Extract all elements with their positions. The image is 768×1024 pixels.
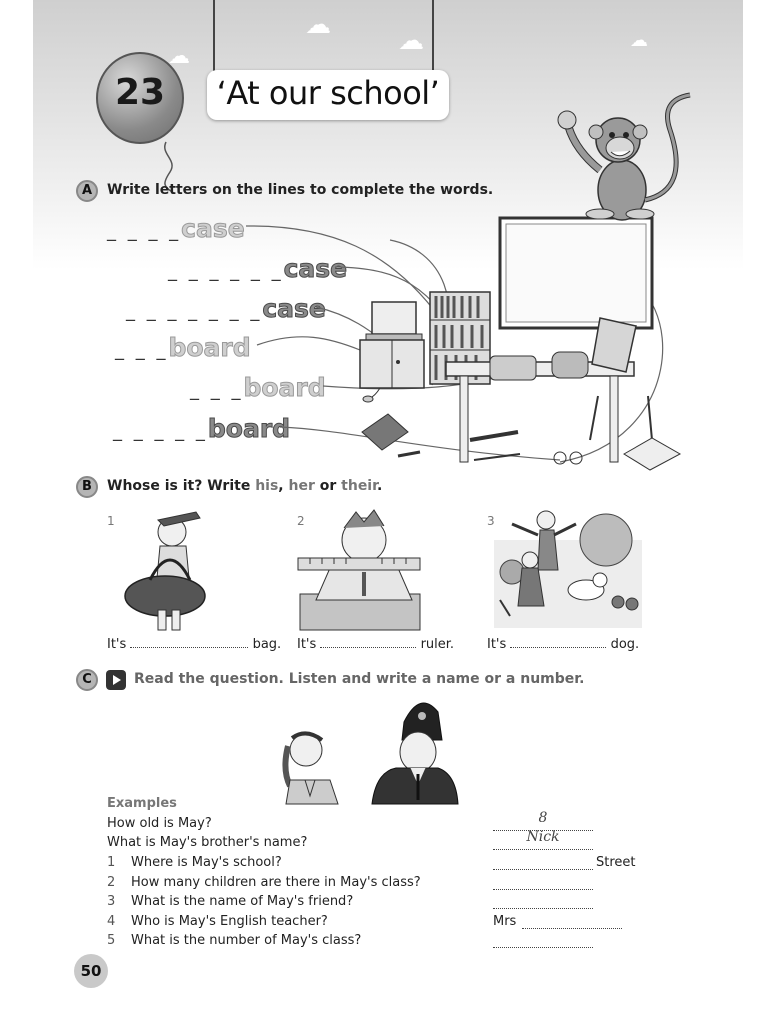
answer-field-4[interactable] xyxy=(522,914,622,929)
handwritten-answer: 8 xyxy=(538,810,548,826)
answer-field-1[interactable] xyxy=(493,855,593,870)
answer-prefix-mrs: Mrs xyxy=(493,914,517,929)
word-suffix: case xyxy=(181,214,245,243)
item-number: 1 xyxy=(107,514,115,528)
page-title: ‘At our school’ xyxy=(216,74,440,112)
item-number: 2 xyxy=(297,514,305,528)
page-number: 50 xyxy=(74,954,108,988)
item-number: 3 xyxy=(487,514,495,528)
section-a-instruction: Write letters on the lines to complete the words. xyxy=(107,182,494,198)
sentence-3: It's dog. xyxy=(487,637,640,652)
unit-number: 23 xyxy=(114,72,166,113)
section-a-badge: A xyxy=(76,180,98,202)
example-answer-2 xyxy=(493,829,593,850)
example-question-1: How old is May? xyxy=(107,816,212,831)
section-b-badge: B xyxy=(76,476,98,498)
sentence-2: It's ruler. xyxy=(297,637,455,652)
letter-blanks[interactable]: _ _ _ xyxy=(190,380,244,401)
word-suffix: board xyxy=(168,333,251,362)
cloud-icon: ☁ xyxy=(305,10,331,40)
letter-blanks[interactable]: _ _ _ _ _ _ xyxy=(168,261,284,282)
question-3: 3 What is the name of May's friend? xyxy=(107,894,354,909)
policeman-illustration xyxy=(372,703,458,804)
cloud-icon: ☁ xyxy=(398,26,424,56)
letter-blanks[interactable]: _ _ _ _ _ xyxy=(113,421,208,442)
word-suffix: case xyxy=(283,254,348,283)
question-2: 2 How many children are there in May's class? xyxy=(107,875,421,890)
answer-field-3[interactable] xyxy=(493,894,593,909)
answer-field-5[interactable] xyxy=(493,933,593,948)
section-c-badge: C xyxy=(76,669,98,691)
word-suffix: board xyxy=(207,414,291,443)
section-c-instruction: Read the question. Listen and write a name or a number. xyxy=(134,671,585,687)
letter-blanks[interactable]: _ _ _ xyxy=(115,340,169,361)
letter-blanks[interactable]: _ _ _ _ xyxy=(107,221,182,242)
word-suffix: case xyxy=(262,294,326,323)
question-5: 5 What is the number of May's class? xyxy=(107,933,362,948)
answer-suffix-street: Street xyxy=(596,855,636,870)
question-4: 4 Who is May's English teacher? xyxy=(107,914,328,929)
cloud-icon: ☁ xyxy=(168,44,190,69)
section-b-instruction: Whose is it? Write his, her or their. xyxy=(107,478,383,494)
examples-heading: Examples xyxy=(107,796,177,811)
answer-field-2[interactable] xyxy=(493,875,593,890)
word-suffix: board xyxy=(243,373,326,402)
question-1: 1 Where is May's school? xyxy=(107,855,282,870)
example-question-2: What is May's brother's name? xyxy=(107,835,308,850)
handwritten-answer: Nick xyxy=(526,829,560,845)
girl-illustration xyxy=(285,733,338,804)
cloud-icon: ☁ xyxy=(630,30,648,51)
letter-blanks[interactable]: _ _ _ _ _ _ _ xyxy=(126,301,263,322)
sentence-1: It's bag. xyxy=(107,637,282,652)
